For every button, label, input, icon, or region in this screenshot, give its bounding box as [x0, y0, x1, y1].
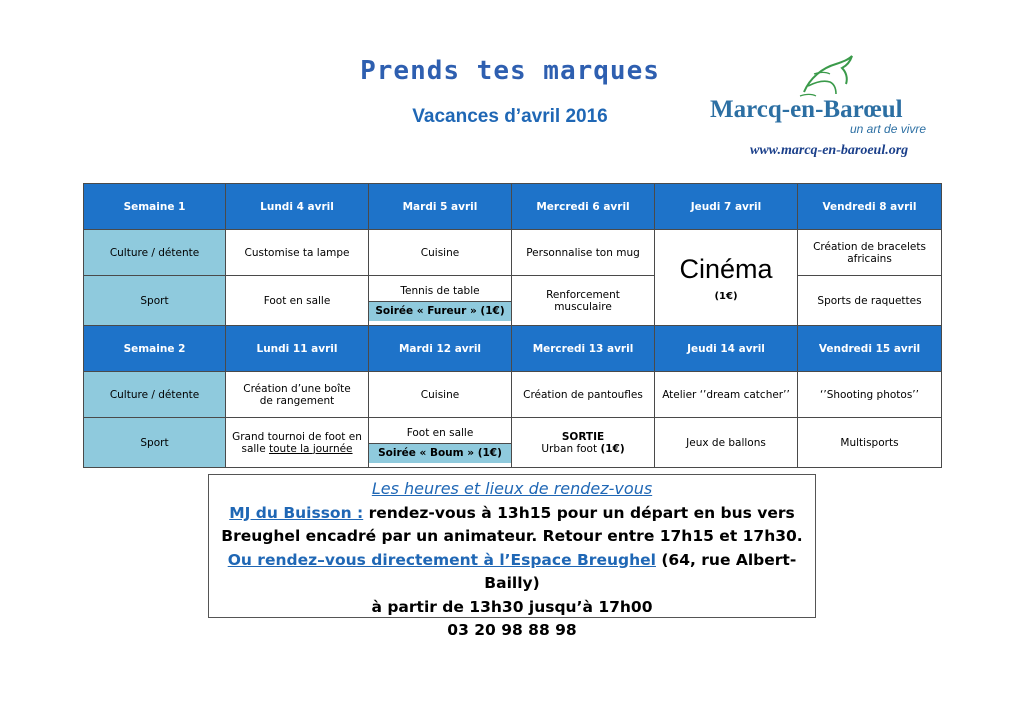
week1-sport-row — [84, 276, 942, 326]
horse-logo-icon — [796, 54, 856, 100]
activity-text: salle — [241, 442, 270, 455]
activity-cell-split — [369, 418, 512, 468]
week-label: Semaine 2 — [84, 326, 226, 372]
logo-url[interactable]: www.marcq-en-baroeul.org — [750, 143, 909, 158]
activity-text-underlined: toute la journée — [269, 442, 353, 455]
activity-cell — [226, 418, 369, 468]
info-text: (64, rue Albert-Bailly) — [484, 550, 797, 592]
activity-cell: ‘’Shooting photos’’ — [798, 372, 942, 418]
cinema-title: Cinéma — [679, 253, 773, 284]
activity-price: (1€) — [600, 442, 625, 455]
week-label: Semaine 1 — [84, 184, 226, 230]
activity-cell: Multisports — [798, 418, 942, 468]
day-header: Lundi 11 avril — [226, 326, 369, 372]
week1-culture-row — [84, 230, 942, 276]
week2-culture-row — [84, 372, 942, 418]
activity-cell — [512, 418, 655, 468]
week2-header-row — [84, 326, 942, 372]
activity-cell: Jeux de ballons — [655, 418, 798, 468]
day-header: Mardi 5 avril — [369, 184, 512, 230]
info-phone: 03 20 98 88 98 — [447, 621, 577, 639]
mj-buisson-link[interactable]: MJ du Buisson : — [229, 503, 364, 522]
activity-cell: Cuisine — [369, 230, 512, 276]
activity-cell: Personnalise ton mug — [512, 230, 655, 276]
row-label: Sport — [84, 276, 226, 326]
logo-name: Marcq-en-Barœul — [710, 96, 903, 123]
cinema-cell — [655, 230, 798, 326]
day-header: Mercredi 13 avril — [512, 326, 655, 372]
cinema-price: (1€) — [714, 290, 738, 302]
info-text: rendez-vous à 13h15 pour un départ en bus vers — [363, 503, 795, 522]
info-text: à partir de 13h30 jusqu’à 17h00 — [371, 597, 653, 616]
schedule-table — [83, 183, 942, 468]
day-header: Vendredi 8 avril — [798, 184, 942, 230]
activity-cell: Création de bracelets africains — [798, 230, 942, 276]
day-header: Mardi 12 avril — [369, 326, 512, 372]
activity-text: Création d’une boîte — [243, 382, 351, 395]
day-header: Jeudi 14 avril — [655, 326, 798, 372]
day-header: Jeudi 7 avril — [655, 184, 798, 230]
row-label: Sport — [84, 418, 226, 468]
day-header: Lundi 4 avril — [226, 184, 369, 230]
activity-text: Urban foot — [541, 442, 601, 455]
activity-cell-split — [369, 276, 512, 326]
info-title: Les heures et lieux de rendez-vous — [371, 479, 653, 498]
activity-cell: Cuisine — [369, 372, 512, 418]
meeting-info-box — [208, 474, 816, 639]
page-title: Prends tes marques — [360, 56, 660, 86]
activity-text: Tennis de table — [400, 284, 480, 297]
row-label: Culture / détente — [84, 372, 226, 418]
logo-tagline: un art de vivre — [850, 122, 927, 136]
outing-title: SORTIE — [561, 430, 605, 443]
espace-breughel-link[interactable]: Ou rendez–vous directement à l’Espace Breughel — [227, 550, 656, 569]
week1-header-row — [84, 184, 942, 230]
soiree-label: Soirée « Boum » (1€) — [369, 443, 511, 463]
day-header: Mercredi 6 avril — [512, 184, 655, 230]
activity-cell: Customise ta lampe — [226, 230, 369, 276]
activity-cell: Renforcement musculaire — [512, 276, 655, 326]
soiree-label: Soirée « Fureur » (1€) — [369, 301, 511, 321]
page-subtitle: Vacances d’avril 2016 — [412, 106, 608, 127]
city-logo — [700, 52, 930, 162]
activity-cell: Foot en salle — [226, 276, 369, 326]
activity-cell — [226, 372, 369, 418]
activity-text: de rangement — [259, 394, 335, 407]
info-text: Breughel encadré par un animateur. Retour entre 17h15 et 17h30. — [221, 527, 803, 545]
activity-cell: Sports de raquettes — [798, 276, 942, 326]
row-label: Culture / détente — [84, 230, 226, 276]
activity-text: Foot en salle — [406, 426, 474, 439]
activity-cell: Atelier ‘’dream catcher’’ — [655, 372, 798, 418]
activity-cell: Création de pantoufles — [512, 372, 655, 418]
week2-sport-row — [84, 418, 942, 468]
day-header: Vendredi 15 avril — [798, 326, 942, 372]
activity-text: Grand tournoi de foot en — [232, 430, 362, 443]
